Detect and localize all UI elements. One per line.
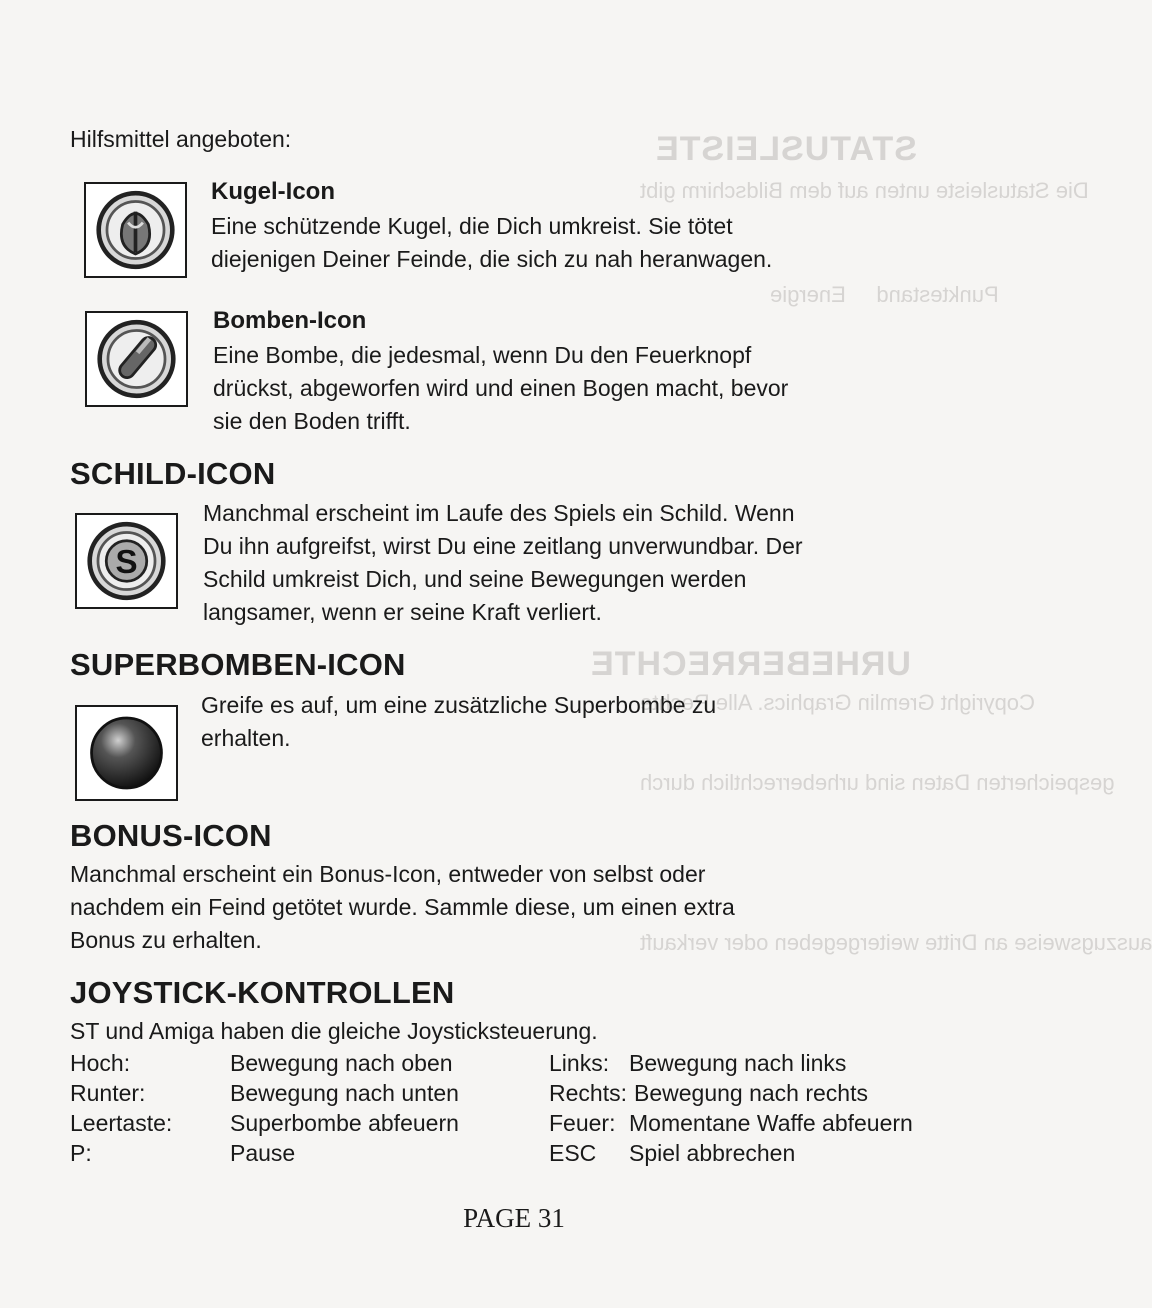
control-key: ESC (549, 1140, 597, 1166)
shield-line-1: Manchmal erscheint im Laufe des Spiels ein Schild. Wenn (203, 500, 795, 526)
control-row (70, 1140, 92, 1167)
bomb-icon-line-3: sie den Boden trifft. (213, 408, 411, 434)
svg-text:S: S (115, 543, 138, 581)
bomb-icon-line-2: drückst, abgeworfen wird und einen Bogen macht, bevor (213, 375, 789, 401)
orb-icon-title: Kugel-Icon (211, 178, 335, 205)
shield-section-heading: SCHILD-ICON (70, 456, 276, 491)
shield-line-3: Schild umkreist Dich, und seine Bewegungen werden (203, 566, 747, 592)
control-key: Feuer: (549, 1110, 616, 1136)
control-action: Superbombe abfeuern (230, 1110, 459, 1136)
orb-icon (84, 182, 187, 278)
control-row (70, 1110, 172, 1137)
superbomb-icon (75, 705, 178, 801)
bonus-section-heading: BONUS-ICON (70, 818, 272, 853)
shield-line-4: langsamer, wenn er seine Kraft verliert. (203, 599, 602, 625)
control-key: Links: (549, 1050, 610, 1076)
orb-icon-graphic (86, 184, 185, 276)
bomb-icon-line-1: Eine Bombe, die jedesmal, wenn Du den Feuerknopf (213, 342, 752, 368)
superbomb-line-1: Greife es auf, um eine zusätzliche Superbombe zu (201, 692, 717, 718)
control-action: Bewegung nach rechts (634, 1080, 868, 1106)
control-key: Leertaste: (70, 1110, 173, 1136)
control-row (70, 1050, 130, 1077)
bonus-line-1: Manchmal erscheint ein Bonus-Icon, entweder von selbst oder (70, 861, 706, 887)
shield-icon (75, 513, 178, 609)
control-action: Spiel abbrechen (629, 1140, 796, 1166)
joystick-section-heading: JOYSTICK-KONTROLLEN (70, 975, 455, 1010)
control-key: Hoch: (70, 1050, 131, 1076)
bonus-line-3: Bonus zu erhalten. (70, 927, 262, 953)
control-action: Bewegung nach unten (230, 1080, 459, 1106)
shield-line-2: Du ihn aufgreifst, wirst Du eine zeitlang unverwundbar. Der (203, 533, 803, 559)
control-action: Momentane Waffe abfeuern (629, 1110, 913, 1136)
bomb-icon (85, 311, 188, 407)
control-action: Bewegung nach links (629, 1050, 847, 1076)
intro-text: Hilfsmittel angeboten: (70, 126, 292, 152)
control-row (70, 1080, 145, 1107)
superbomb-icon-graphic (77, 707, 176, 799)
superbomb-section-heading: SUPERBOMBEN-ICON (70, 647, 406, 682)
superbomb-line-2: erhalten. (201, 725, 291, 751)
joystick-intro: ST und Amiga haben die gleiche Joysticksteuerung. (70, 1018, 598, 1044)
orb-icon-line-1: Eine schützende Kugel, die Dich umkreist. Sie tötet (211, 213, 733, 239)
control-key: Runter: (70, 1080, 146, 1106)
control-key: Rechts: (549, 1080, 627, 1106)
bomb-icon-title: Bomben-Icon (213, 307, 367, 334)
control-action: Pause (230, 1140, 296, 1166)
orb-icon-line-2: diejenigen Deiner Feinde, die sich zu nah heranwagen. (211, 246, 773, 272)
bonus-line-2: nachdem ein Feind getötet wurde. Sammle diese, um einen extra (70, 894, 735, 920)
control-key: P: (70, 1140, 92, 1166)
control-action: Bewegung nach oben (230, 1050, 453, 1076)
shield-icon-graphic (77, 515, 176, 607)
page-number: PAGE 31 (463, 1203, 565, 1233)
bomb-icon-graphic (87, 313, 186, 405)
